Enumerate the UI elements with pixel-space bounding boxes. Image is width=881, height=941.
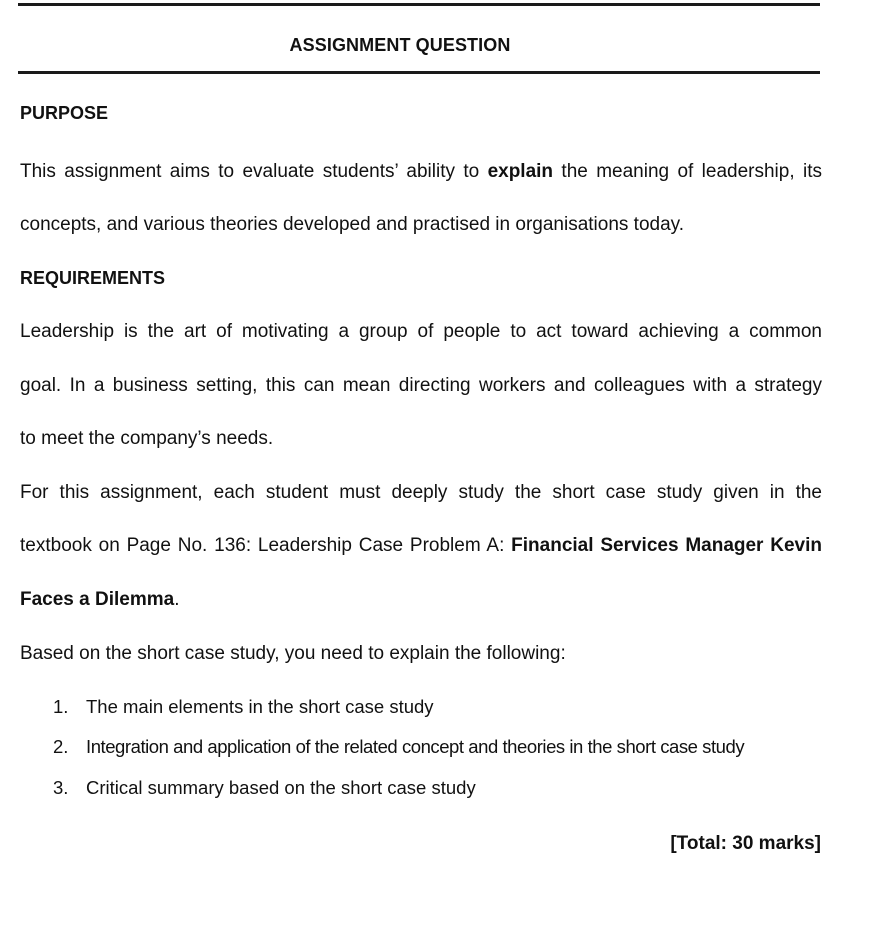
list-item <box>53 696 434 718</box>
purpose-emphasis: explain <box>487 161 554 182</box>
requirements-para2-line-1: For this assignment, each student must deeply study the short case study given in the <box>20 482 822 503</box>
list-item <box>53 736 744 758</box>
list-text: The main elements in the short case study <box>86 696 434 717</box>
purpose-line-1 <box>20 161 822 183</box>
total-marks: [Total: 30 marks] <box>670 833 821 854</box>
requirements-para1-line-3: to meet the company’s needs. <box>20 428 274 449</box>
list-item <box>53 777 476 799</box>
list-number: 3. <box>53 777 69 798</box>
list-number: 2. <box>53 736 69 757</box>
case-title-part2: Faces a Dilemma <box>20 589 175 610</box>
requirements-para1-line-1: Leadership is the art of motivating a group of people to act toward achieving a common <box>20 321 822 342</box>
case-reference-text: textbook on Page No. 136: Leadership Case Problem A: <box>20 535 512 556</box>
page-title: ASSIGNMENT QUESTION <box>289 35 511 55</box>
list-text: Critical summary based on the short case study <box>86 777 476 798</box>
purpose-line-2: concepts, and various theories developed and practised in organisations today. <box>20 214 685 235</box>
list-number: 1. <box>53 696 69 717</box>
top-divider <box>18 3 820 6</box>
purpose-text-end: the meaning of leadership, its <box>553 161 822 182</box>
list-intro: Based on the short case study, you need to explain the following: <box>20 643 566 664</box>
title-divider <box>18 71 820 74</box>
requirements-para1-line-2: goal. In a business setting, this can mean directing workers and colleagues with a strategy <box>20 375 822 396</box>
purpose-text: This assignment aims to evaluate students’ ability to <box>20 161 488 182</box>
requirements-para2-line-2 <box>20 535 822 557</box>
requirements-para2-line-3 <box>20 589 822 611</box>
requirements-heading: REQUIREMENTS <box>20 268 166 288</box>
purpose-heading: PURPOSE <box>20 103 109 123</box>
list-text: Integration and application of the related concept and theories in the short case study <box>86 736 745 757</box>
case-title-period: . <box>174 589 180 610</box>
case-title-part1: Financial Services Manager Kevin <box>511 535 822 556</box>
